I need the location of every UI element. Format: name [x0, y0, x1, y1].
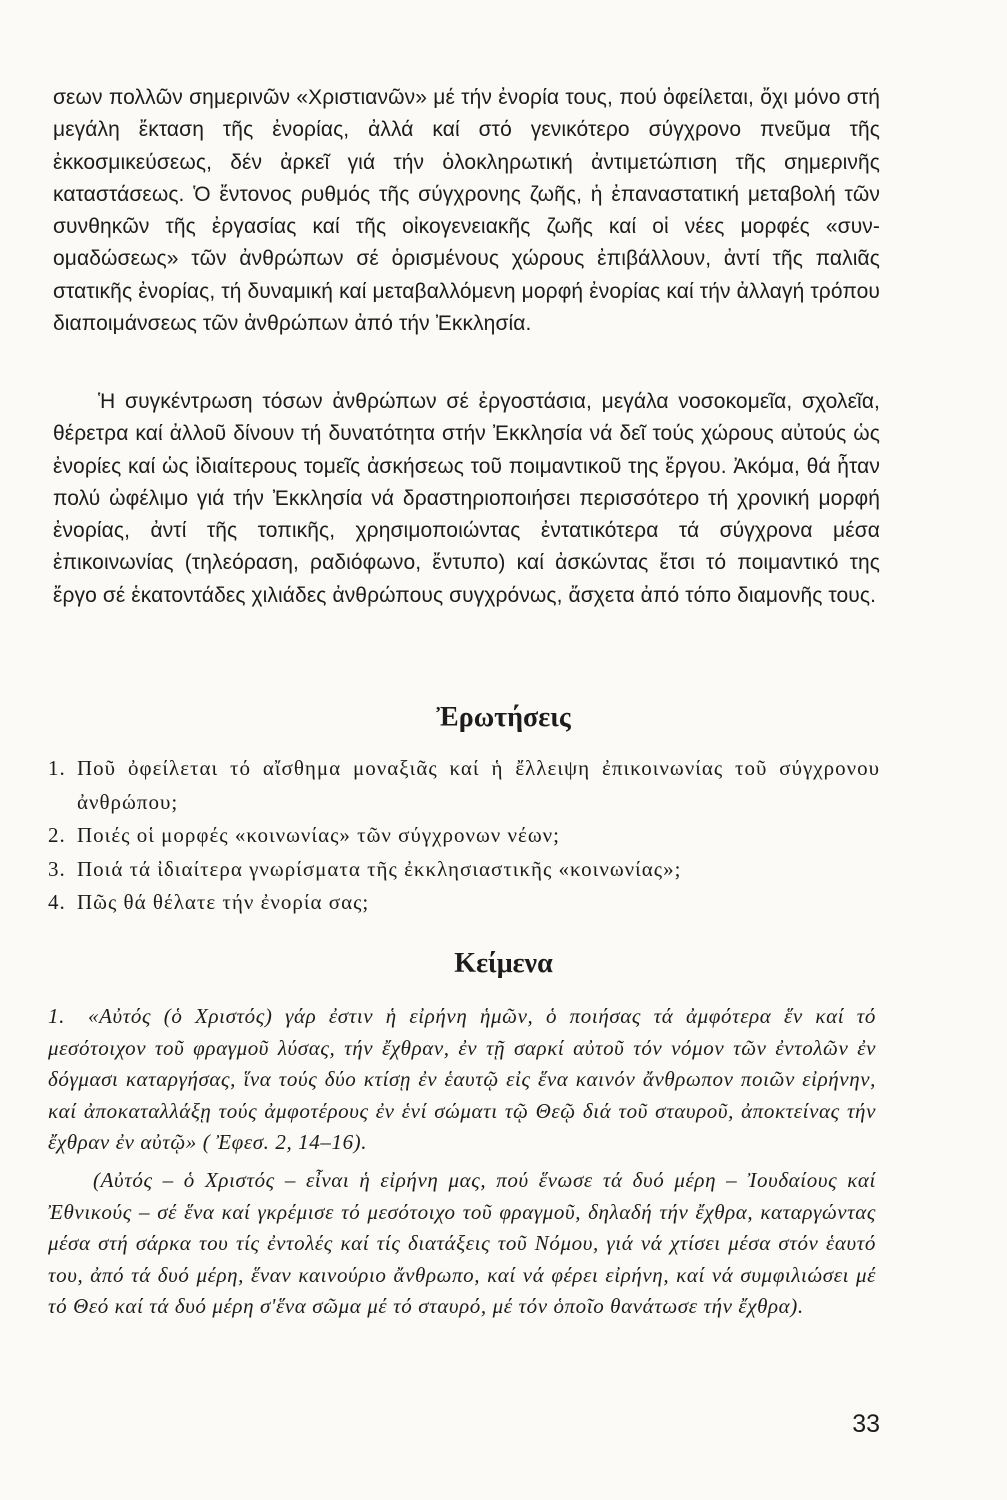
question-number: 2. [48, 823, 66, 847]
questions-heading: Ἐρωτήσεις [436, 702, 571, 733]
body-paragraph: Ἡ συγκέντρωση τόσων ἀνθρώπων σέ ἐργοστάσια, μεγάλα νοσοκομεῖα, σχολεῖα, θέρετρα καί ἀλλοῦ δίνουν τή δυνατότητα στήν Ἐκκλησία νά δεῖ τούς χώρους αὐτούς ὡς ἐνορίες καί ὡς ἰδιαίτερους τομεῖς ἀσκήσεως τοῦ ποιμαντικοῦ της ἔργου. Ἀκόμα, θά ἦταν πολύ ὠφέλιμο γιά τήν Ἐκκλησία νά δραστηριοποιήσει περισσότερο τή χρονική μορφή ἐνορίας, ἀντί τῆς τοπικῆς, χρησιμοποιώντας ἐντατικότερα τά σύγχρονα μέσα ἐπικοινωνίας (τηλεόραση, ραδιόφωνο, ἔντυπο) καί ἀσκώντας ἔτσι τό ποιμαντικό της ἔργο σέ ἑκατοντάδες χιλιάδες ἀνθρώπους συγχρόνως, ἄσχετα ἀπό τόπο διαμονῆς τους. [53, 390, 880, 607]
questions-list [48, 752, 880, 920]
question-item [48, 752, 880, 819]
question-text: Ποιές οἱ μορφές «κοινωνίας» τῶν σύγχρονων νέων; [77, 823, 560, 847]
texts-heading: Κείμενα [454, 948, 553, 979]
question-number: 1. [48, 756, 66, 780]
question-item [48, 853, 880, 887]
quote-text: «Αὐτός (ὁ Χριστός) γάρ ἐστιν ἡ εἰρήνη ἡμῶν, ὁ ποιήσας τά ἀμφότερα ἕν καί τό μεσότοιχον τοῦ φραγμοῦ λύσας, τήν ἔχθραν, ἐν τῇ σαρκί αὐτοῦ τόν νόμον τῶν ἐντολῶν ἐν δόγμασι καταργήσας, ἵνα τούς δύο κτίσῃ ἐν ἑαυτῷ εἰς ἕνα καινόν ἄνθρωπον ποιῶν εἰρήνην, καί ἀποκαταλλάξῃ τούς ἀμφοτέρους ἐν ἑνί σώματι τῷ Θεῷ διά τοῦ σταυροῦ, ἀποκτείνας τήν ἔχθραν ἐν αὐτῷ» ( Ἐφεσ. 2, 14–16). [48, 1004, 876, 1154]
question-number: 4. [48, 890, 66, 914]
question-item [48, 819, 880, 853]
question-item [48, 886, 880, 920]
quote-translation: (Αὐτός – ὁ Χριστός – εἶναι ἡ εἰρήνη μας, πού ἕνωσε τά δυό μέρη – Ἰουδαίους καί Ἐθνικούς – σέ ἕνα καί γκρέμισε τό μεσότοιχο τοῦ φραγμοῦ, δηλαδή τήν ἔχθρα, καταργώντας μέσα στή σάρκα του τίς ἐντολές καί τίς διατάξεις τοῦ Νόμου, γιά νά χτίσει μέσα στόν ἑαυτό του, ἀπό τά δυό μέρη, ἕναν καινούριο ἄνθρωπο, καί νά φέρει εἰρήνη, καί νά συμφιλιώσει μέ τό Θεό καί τά δυό μέρη σ'ἕνα σῶμα μέ τό σταυρό, μέ τόν ὁποῖο θανάτωσε τήν ἔχθρα). [48, 1168, 876, 1318]
quote-number: 1. [48, 1004, 65, 1028]
page-number: 33 [852, 1410, 880, 1438]
question-text: Ποιά τά ἰδιαίτερα γνωρίσματα τῆς ἐκκλησιαστικῆς «κοινωνίας»; [77, 856, 682, 881]
question-number: 3. [48, 856, 66, 881]
body-paragraph: σεων πολλῶν σημερινῶν «Χριστιανῶν» μέ τήν ἐνορία τους, πού ὀφείλεται, ὄχι μόνο στή μεγάλη ἔκταση τῆς ἐνορίας, ἀλλά καί στό γενικότερο σύγχρονο πνεῦμα τῆς ἐκκοσμικεύσεως, δέν ἀρκεῖ γιά τήν ὁλοκληρωτική ἀντιμετώπιση τῆς σημερινῆς καταστάσεως. Ὁ ἔντονος ρυθμός τῆς σύγχρονης ζωῆς, ἡ ἐπαναστατική μεταβολή τῶν συνθηκῶν τῆς ἐργασίας καί τῆς οἰκογενειακῆς ζωῆς καί οἱ νέες μορφές «συν-ομαδώσεως» τῶν ἀνθρώπων σέ ὁρισμένους χώρους ἐπιβάλλουν, ἀντί τῆς παλιᾶς στατικῆς ἐνορίας, τή δυναμική καί μεταβαλλόμενη μορφή ἐνορίας καί τήν ἀλλαγή τρόπου διαποιμάνσεως τῶν ἀνθρώπων ἀπό τήν Ἐκκλησία. [53, 86, 880, 336]
question-text: Ποῦ ὀφείλεται τό αἴσθημα μοναξιᾶς καί ἡ ἔλλειψη ἐπικοινωνίας τοῦ σύγχρονου ἀνθρώπου; [77, 756, 880, 814]
question-text: Πῶς θά θέλατε τήν ἐνορία σας; [77, 890, 370, 914]
scripture-quote [48, 1001, 876, 1159]
